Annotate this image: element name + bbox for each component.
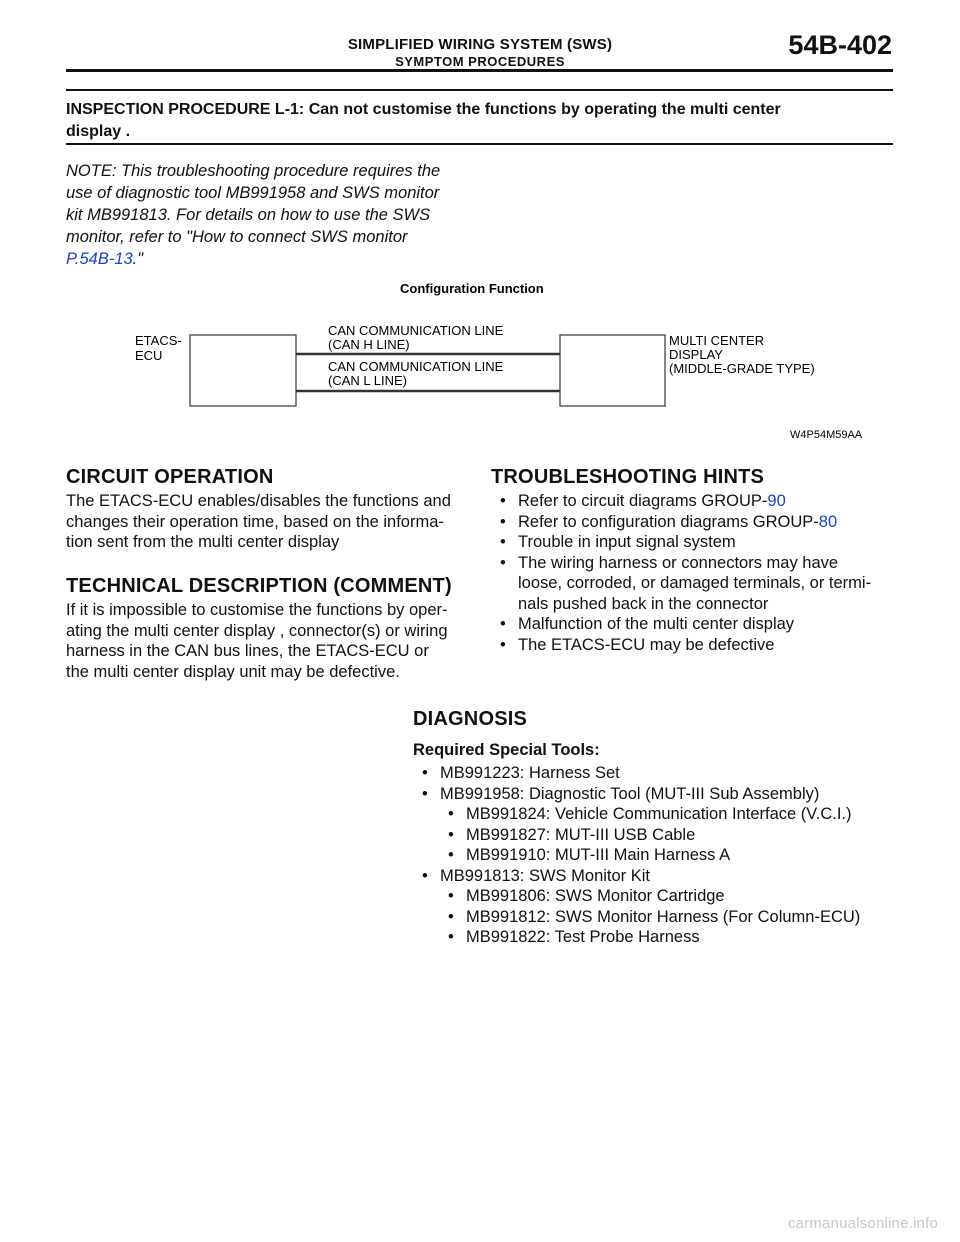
tool-text: MB991822: Test Probe Harness — [466, 928, 700, 946]
circuit-operation-line-2: changes their operation time, based on the informa- — [66, 512, 444, 531]
list-item — [491, 532, 901, 553]
hint-text-line-2: loose, corroded, or damaged terminals, or termi- — [518, 574, 872, 592]
bullet-icon: • — [500, 512, 506, 531]
bullet-icon: • — [500, 553, 506, 572]
technical-description-line-1: If it is impossible to customise the functions by oper- — [66, 601, 448, 619]
list-item — [413, 784, 913, 805]
note-block — [66, 160, 476, 270]
hint-text: Trouble in input signal system — [518, 533, 736, 551]
watermark: carmanualsonline.info — [787, 1215, 938, 1232]
etacs-ecu-box — [190, 335, 296, 406]
tool-text: MB991812: SWS Monitor Harness (For Column-ECU) — [466, 907, 861, 926]
bullet-icon: • — [500, 635, 506, 654]
hint-text: Refer to configuration diagrams GROUP- — [518, 512, 819, 531]
tool-text: MB991806: SWS Monitor Cartridge — [466, 887, 725, 905]
tool-text: MB991827: MUT-III USB Cable — [466, 825, 696, 844]
list-item — [491, 491, 901, 512]
note-line-1: NOTE: This troubleshooting procedure requires the — [66, 162, 441, 180]
hint-text: Refer to circuit diagrams GROUP- — [518, 492, 768, 510]
mcd-label-line-3: (MIDDLE-GRADE TYPE) — [669, 361, 815, 376]
note-line-3: kit MB991813. For details on how to use the SWS — [66, 206, 431, 224]
procedure-title — [66, 99, 886, 143]
list-item — [413, 866, 913, 887]
note-line-2: use of diagnostic tool MB991958 and SWS monitor — [66, 184, 440, 202]
list-item — [491, 614, 901, 635]
list-item — [413, 763, 913, 784]
list-item — [413, 927, 913, 948]
can-l-label-line-1: CAN COMMUNICATION LINE — [328, 359, 504, 374]
note-reference-link[interactable]: P.54B-13 — [66, 250, 133, 268]
note-line-4: monitor, refer to "How to connect SWS monitor — [66, 228, 408, 246]
tool-text: MB991958: Diagnostic Tool (MUT-III Sub Assembly) — [440, 784, 820, 803]
page-number: 54B-402 — [788, 30, 892, 60]
bullet-icon: • — [422, 764, 428, 782]
circuit-operation-line-3: tion sent from the multi center display — [66, 533, 340, 551]
mcd-label-line-2: DISPLAY — [669, 347, 723, 362]
list-item — [413, 804, 913, 825]
tool-text: MB991223: Harness Set — [440, 764, 620, 782]
configuration-diagram — [120, 278, 880, 448]
bullet-icon: • — [448, 805, 454, 823]
can-l-label-line-2: (CAN L LINE) — [328, 373, 407, 388]
list-item — [491, 553, 901, 615]
list-item — [491, 635, 901, 656]
bullet-icon: • — [448, 846, 454, 864]
group-80-link[interactable]: 80 — [818, 512, 838, 531]
procedure-title-line-1: INSPECTION PROCEDURE L-1: Can not customise the functions by operating the multi center — [66, 101, 781, 118]
tool-text: MB991910: MUT-III Main Harness A — [466, 846, 731, 864]
procedure-rule-bottom — [66, 143, 893, 145]
bullet-icon: • — [448, 928, 454, 946]
circuit-operation-heading: CIRCUIT OPERATION — [66, 466, 274, 488]
troubleshooting-hints-list — [491, 491, 901, 655]
header-rule — [66, 69, 893, 72]
group-90-link[interactable]: 90 — [767, 492, 786, 510]
hint-text: Malfunction of the multi center display — [518, 615, 795, 633]
bullet-icon: • — [448, 825, 454, 844]
procedure-rule-top — [66, 89, 893, 91]
hint-text-line-3: nals pushed back in the connector — [518, 594, 769, 613]
diagram-code: W4P54M59AA — [790, 429, 863, 441]
bullet-icon: • — [422, 784, 428, 803]
circuit-operation-line-1: The ETACS-ECU enables/disables the functions and — [66, 492, 451, 510]
technical-description-text — [66, 600, 468, 682]
bullet-icon: • — [500, 533, 506, 551]
bullet-icon: • — [448, 907, 454, 926]
can-h-label-line-2: (CAN H LINE) — [328, 337, 410, 352]
technical-description-line-4: the multi center display unit may be defective. — [66, 662, 400, 681]
required-tools-heading: Required Special Tools: — [413, 741, 600, 759]
bullet-icon: • — [448, 887, 454, 905]
technical-description-heading: TECHNICAL DESCRIPTION (COMMENT) — [66, 575, 452, 597]
list-item — [491, 512, 901, 533]
note-tail: ." — [132, 250, 144, 268]
note-line-5 — [66, 248, 476, 270]
can-h-label-line-1: CAN COMMUNICATION LINE — [328, 323, 504, 338]
technical-description-line-3: harness in the CAN bus lines, the ETACS-ECU or — [66, 642, 429, 660]
bullet-icon: • — [500, 615, 506, 633]
procedure-title-line-2: display . — [66, 123, 131, 140]
section-subtitle: SYMPTOM PROCEDURES — [395, 54, 565, 69]
hint-text-line-1: The wiring harness or connectors may have — [518, 553, 839, 572]
diagram-title: Configuration Function — [400, 281, 544, 296]
bullet-icon: • — [500, 492, 506, 510]
mcd-label-line-1: MULTI CENTER — [669, 333, 765, 348]
list-item — [413, 886, 913, 907]
list-item — [413, 845, 913, 866]
etacs-label-line-1: ETACS- — [135, 333, 182, 348]
troubleshooting-hints-heading: TROUBLESHOOTING HINTS — [491, 466, 765, 488]
hint-text: The ETACS-ECU may be defective — [518, 635, 775, 654]
list-item — [413, 907, 913, 928]
diagnosis-heading: DIAGNOSIS — [413, 708, 528, 730]
etacs-label-line-2: ECU — [135, 348, 163, 363]
multi-center-display-box — [560, 335, 665, 406]
tool-text: MB991813: SWS Monitor Kit — [440, 866, 651, 885]
bullet-icon: • — [422, 866, 428, 885]
technical-description-line-2: ating the multi center display , connector(s) or wiring — [66, 621, 448, 640]
required-tools-list — [413, 763, 913, 948]
circuit-operation-text — [66, 491, 468, 553]
section-title: SIMPLIFIED WIRING SYSTEM (SWS) — [347, 36, 613, 53]
tool-text: MB991824: Vehicle Communication Interface (V.C.I.) — [466, 805, 852, 823]
list-item — [413, 825, 913, 846]
